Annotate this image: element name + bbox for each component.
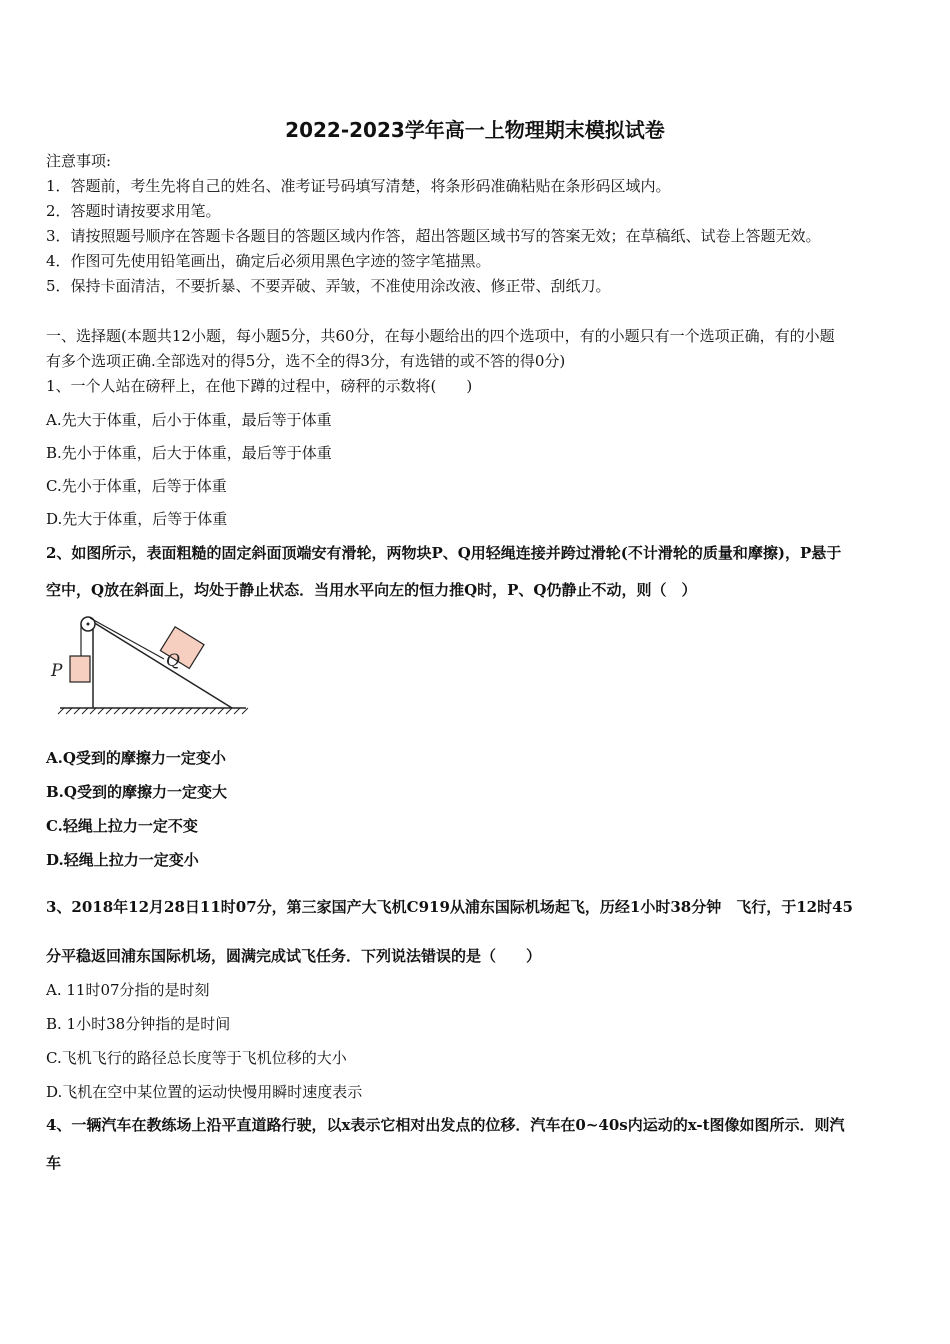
question-3-stem-cont: 分平稳返回浦东国际机场，圆满完成试飞任务．下列说法错误的是（ ） xyxy=(46,947,542,965)
question-3-option-c: C.飞机飞行的路径总长度等于飞机位移的大小 xyxy=(46,1049,347,1067)
question-2-option-c: C.轻绳上拉力一定不变 xyxy=(46,817,198,835)
question-2-option-b: B.Q受到的摩擦力一定变大 xyxy=(46,783,227,801)
question-4-stem-cont: 车 xyxy=(46,1154,62,1172)
section-instructions-cont: 有多个选项正确.全部选对的得5分，选不全的得3分，有选错的或不答的得0分) xyxy=(46,352,566,370)
notice-item: 2．答题时请按要求用笔。 xyxy=(46,202,221,220)
question-2-option-d: D.轻绳上拉力一定变小 xyxy=(46,851,199,869)
notice-item: 1．答题前，考生先将自己的姓名、准考证号码填写清楚，将条形码准确粘贴在条形码区域内。 xyxy=(46,177,671,195)
block-q-label: Q xyxy=(166,651,180,671)
question-1-option-a: A.先大于体重，后小于体重，最后等于体重 xyxy=(46,411,332,429)
page-title: 2022-2023学年高一上物理期末模拟试卷 xyxy=(285,118,665,142)
question-1-option-c: C.先小于体重，后等于体重 xyxy=(46,477,227,495)
notice-item: 3．请按照题号顺序在答题卡各题目的答题区域内作答，超出答题区域书写的答案无效；在草稿纸、试卷上答题无效。 xyxy=(46,227,821,245)
block-p-label: P xyxy=(51,661,63,681)
question-1-stem: 1、一个人站在磅秤上，在他下蹲的过程中，磅秤的示数将( ) xyxy=(46,377,473,395)
question-2-stem-cont: 空中，Q放在斜面上，均处于静止状态．当用水平向左的恒力推Q时，P、Q仍静止不动，则（ ） xyxy=(46,581,697,599)
question-2-stem: 2、如图所示，表面粗糙的固定斜面顶端安有滑轮，两物块P、Q用轻绳连接并跨过滑轮(不计滑轮的质量和摩擦)，P悬于 xyxy=(46,544,842,562)
block-p xyxy=(70,656,90,682)
incline-pulley-figure xyxy=(46,610,256,720)
question-4-stem: 4、一辆汽车在教练场上沿平直道路行驶，以x表示它相对出发点的位移．汽车在0~40s内运动的x-t图像如图所示．则汽 xyxy=(46,1116,845,1134)
question-3-option-b: B. 1小时38分钟指的是时间 xyxy=(46,1015,231,1033)
question-1-option-d: D.先大于体重，后等于体重 xyxy=(46,510,228,528)
question-3-option-d: D.飞机在空中某位置的运动快慢用瞬时速度表示 xyxy=(46,1083,363,1101)
notice-item: 4．作图可先使用铅笔画出，确定后必须用黑色字迹的签字笔描黑。 xyxy=(46,252,491,270)
section-instructions: 一、选择题(本题共12小题，每小题5分，共60分，在每小题给出的四个选项中，有的小题只有一个选项正确，有的小题 xyxy=(46,327,835,345)
question-2-option-a: A.Q受到的摩擦力一定变小 xyxy=(46,749,226,767)
notice-item: 5．保持卡面清洁，不要折暴、不要弄破、弄皱，不准使用涂改液、修正带、刮纸刀。 xyxy=(46,277,611,295)
question-3-stem: 3、2018年12月28日11时07分，第三家国产大飞机C919从浦东国际机场起飞，历经1小时38分钟 飞行，于12时45 xyxy=(46,898,853,916)
question-1-option-b: B.先小于体重，后大于体重，最后等于体重 xyxy=(46,444,332,462)
question-3-option-a: A. 11时07分指的是时刻 xyxy=(46,981,210,999)
notice-heading: 注意事项: xyxy=(46,152,112,170)
